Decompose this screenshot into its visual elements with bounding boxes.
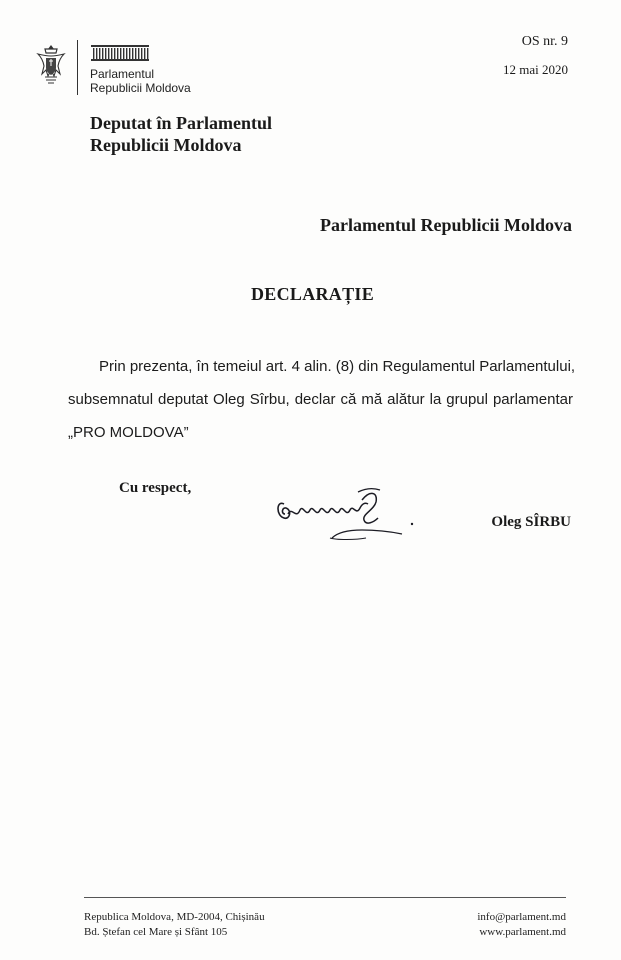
body-line-2: subsemnatul deputat Oleg Sîrbu, declar că mă alătur la grupul parlamentar — [68, 391, 573, 408]
recipient: Parlamentul Republicii Moldova — [320, 215, 572, 235]
sender-line2: Republicii Moldova — [90, 135, 242, 155]
org-name-line2: Republicii Moldova — [90, 81, 191, 95]
sender-line1: Deputat în Parlamentul — [90, 113, 272, 133]
header-divider — [77, 40, 78, 95]
footer-address-line1: Republica Moldova, MD-2004, Chișinău — [84, 911, 265, 923]
coat-of-arms-icon — [36, 44, 66, 86]
declaration-body — [68, 350, 576, 449]
signer-name: Oleg SÎRBU — [491, 514, 571, 530]
footer-email: info@parlament.md — [477, 911, 566, 923]
document-date: 12 mai 2020 — [503, 62, 568, 77]
footer-address-line2: Bd. Ștefan cel Mare și Sfânt 105 — [84, 926, 228, 938]
parliament-building-icon — [91, 45, 149, 61]
closing-salutation: Cu respect, — [119, 480, 192, 496]
document-title-text: DECLARAȚIE — [250, 284, 375, 304]
handwritten-signature — [266, 480, 426, 548]
footer-rule — [84, 897, 566, 898]
document-title — [0, 284, 621, 305]
sender-block — [90, 112, 272, 156]
reference-number: OS nr. 9 — [521, 34, 568, 49]
footer-website: www.parlament.md — [479, 926, 566, 938]
body-line-3: „PRO MOLDOVA” — [68, 424, 189, 441]
org-name-line1: Parlamentul — [90, 67, 155, 81]
footer-address — [84, 910, 265, 940]
footer-contact — [477, 910, 566, 940]
body-line-1: Prin prezenta, în temeiul art. 4 alin. (8) din Regulamentul Parlamentului, — [99, 358, 576, 375]
